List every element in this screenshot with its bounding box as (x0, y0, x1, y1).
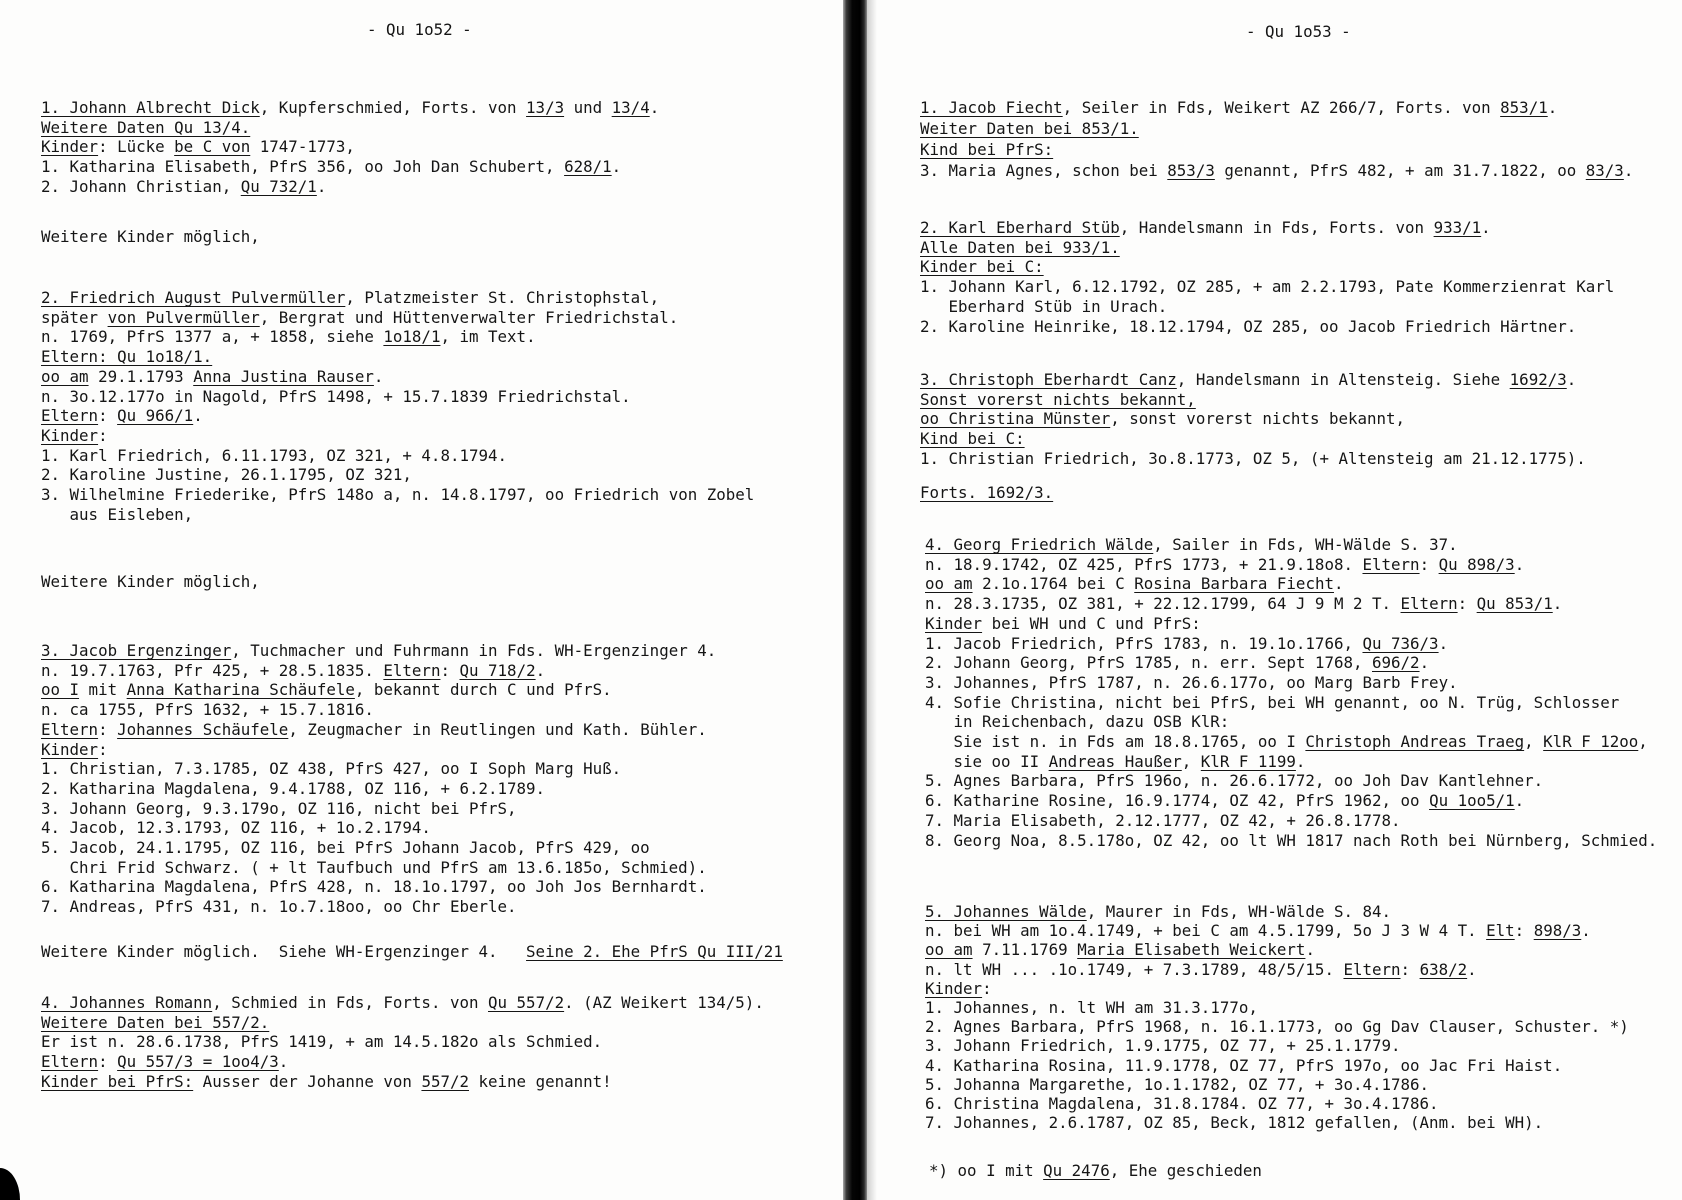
text-segment: . (1547, 98, 1558, 117)
text-segment: 1. Karl Friedrich, 6.11.1793, OZ 321, + 4.8.1794. (41, 445, 508, 465)
text-segment: in Reichenbach, dazu OSB KlR: (953, 712, 1230, 732)
underlined-text: oo I (41, 680, 80, 700)
text-segment: . (1514, 554, 1525, 574)
scan-corner-shadow (0, 1168, 20, 1200)
text-line (41, 387, 754, 407)
text-line (41, 157, 659, 177)
text-segment: Weitere Kinder möglich, (41, 227, 260, 246)
text-line (920, 97, 1633, 118)
text-line (41, 838, 716, 858)
underlined-text: Eltern (383, 660, 441, 680)
text-segment: : (98, 425, 108, 445)
underlined-text: Kinder (41, 425, 99, 445)
underlined-text: Maria Elisabeth Weickert (1077, 940, 1306, 960)
text-line (925, 979, 1629, 998)
text-line (920, 277, 1614, 297)
text-segment: 2. Johann Christian, (41, 176, 241, 196)
text-line (925, 1094, 1629, 1113)
text-line (925, 1075, 1629, 1094)
text-segment: . (316, 176, 327, 196)
text-segment: 8. Georg Noa, 8.5.178o, OZ 42, oo lt WH 1817 nach Roth bei Nürnberg, Schmied. (925, 830, 1658, 850)
text-segment: bei WH und C und PfrS: (982, 613, 1201, 633)
text-line (925, 574, 1657, 594)
text-segment: . (1514, 791, 1525, 811)
text-segment: , im Text. (440, 327, 536, 347)
underlined-text: Qu 2476 (1043, 1161, 1110, 1180)
text-segment: . (1438, 633, 1449, 653)
text-segment: , Maurer in Fds, WH-Wälde S. 84. (1086, 902, 1392, 921)
text-segment: : (982, 978, 992, 998)
text-line (41, 426, 754, 446)
text-line (925, 673, 1657, 693)
text-segment: *) oo I mit (929, 1161, 1044, 1180)
text-line (41, 680, 716, 700)
text-segment: sie oo II (953, 751, 1049, 771)
underlined-text: Qu 853/1 (1476, 594, 1553, 614)
text-line (925, 555, 1657, 575)
right-page-number: - Qu 1o53 - (1246, 22, 1351, 41)
underlined-text: 557/2 (421, 1071, 469, 1091)
underlined-text: oo am (925, 940, 973, 960)
text-line (41, 347, 754, 367)
underlined-text: 898/3 (1533, 921, 1582, 941)
text-line (41, 118, 659, 138)
text-segment: Weitere Kinder möglich, (41, 572, 260, 591)
text-line (925, 940, 1629, 959)
entry-4-georg-friedrich-waelde (925, 535, 1657, 850)
underlined-text: Qu 1oo5/1 (1429, 791, 1515, 811)
text-segment: , (1181, 751, 1201, 771)
text-line (920, 449, 1586, 469)
text-segment: : (1514, 921, 1534, 941)
underlined-text: Kinder bei PfrS: (41, 1071, 194, 1091)
underlined-text: 696/2 (1372, 653, 1420, 673)
text-segment: . (1481, 218, 1491, 237)
text-segment: , Platzmeister St. Christophstal, (345, 288, 660, 307)
text-line (920, 160, 1633, 181)
text-segment: 2. Agnes Barbara, PfrS 1968, n. 16.1.1773, oo Gg Dav Clauser, Schuster. *) (925, 1017, 1629, 1037)
underlined-text: Johannes Schäufele (117, 719, 289, 739)
text-line (925, 1056, 1629, 1075)
underlined-text: Andreas Haußer (1048, 751, 1182, 771)
underlined-text: Qu 736/3 (1362, 633, 1439, 653)
text-line (41, 897, 716, 917)
text-segment: 1. Johannes, n. lt WH am 31.3.177o, (925, 998, 1258, 1018)
text-segment: 1. Christian, 7.3.1785, OZ 438, PfrS 427, oo I Soph Marg Huß. (41, 759, 622, 779)
text-segment: 2. Karoline Justine, 26.1.1795, OZ 321, (41, 465, 412, 485)
text-line (920, 370, 1586, 390)
text-line (41, 177, 659, 197)
underlined-text: Kinder bei C: (920, 257, 1044, 277)
text-segment: n. 3o.12.177o in Nagold, PfrS 1498, + 15.7.1839 Friedrichstal. (41, 386, 631, 406)
text-line (41, 759, 716, 779)
underlined-text: 3. Jacob Ergenzinger (41, 641, 232, 660)
text-segment: . (278, 1052, 289, 1072)
underlined-text: Forts. 1692/3. (920, 483, 1054, 502)
underlined-text: 853/1 (1500, 98, 1548, 117)
underlined-text: Kinder (925, 613, 983, 633)
text-segment: 5. Jacob, 24.1.1795, OZ 116, bei PfrS Johann Jacob, PfrS 429, oo (41, 838, 650, 858)
continuation-line (925, 712, 1657, 732)
text-segment: . (1552, 594, 1563, 614)
note-further-children (41, 572, 260, 592)
underlined-text: 638/2 (1419, 959, 1468, 979)
text-segment: , Sailer in Fds, WH-Wälde S. 37. (1153, 535, 1458, 554)
text-segment: 4. Jacob, 12.3.1793, OZ 116, + 1o.2.1794. (41, 818, 431, 838)
text-segment: . (611, 157, 622, 177)
underlined-text: Qu 732/1 (240, 176, 317, 196)
text-line (41, 288, 754, 308)
text-line (925, 653, 1657, 673)
text-segment: . (AZ Weikert 134/5). (564, 993, 764, 1012)
underlined-text: 13/3 (526, 98, 565, 117)
text-line (41, 485, 754, 505)
text-segment: 7.11.1769 (972, 940, 1078, 960)
text-line (41, 942, 783, 962)
text-segment: Eberhard Stüb in Urach. (948, 296, 1168, 316)
underlined-text: 1o18/1 (383, 327, 441, 347)
text-line (41, 572, 260, 592)
text-line (41, 779, 716, 799)
underlined-text: Kinder (41, 137, 99, 157)
text-segment: 1747-1773, (250, 137, 355, 157)
text-line (925, 791, 1657, 811)
text-segment: n. lt WH ... .1o.1749, + 7.3.1789, 48/5/15. (925, 959, 1344, 979)
text-segment: n. 19.7.1763, Pfr 425, + 28.5.1835. (41, 660, 384, 680)
text-line (920, 317, 1614, 337)
text-segment: : (1457, 594, 1477, 614)
text-segment: keine genannt! (469, 1071, 612, 1091)
text-segment: . (1566, 370, 1577, 389)
text-segment: 3. Maria Agnes, schon bei (920, 161, 1168, 180)
text-line (925, 1113, 1629, 1132)
left-page-number: - Qu 1o52 - (367, 20, 472, 39)
text-segment: , Ehe geschieden (1109, 1161, 1262, 1180)
text-segment: n. 18.9.1742, OZ 425, PfrS 1773, + 21.9.18o8. (925, 554, 1363, 574)
underlined-text: 83/3 (1585, 161, 1624, 180)
underlined-text: Weitere Daten bei 557/2. (41, 1012, 270, 1032)
underlined-text: oo Christina Münster (920, 409, 1111, 429)
text-segment: Ausser der Johanne von (193, 1071, 422, 1091)
continuation-line (920, 297, 1614, 317)
text-line (925, 831, 1657, 851)
text-segment: 3. Johann Friedrich, 1.9.1775, OZ 77, + 25.1.1779. (925, 1036, 1401, 1056)
entry-4-johannes-romann (41, 993, 764, 1092)
text-segment: , Schmied in Fds, Forts. von (212, 993, 489, 1012)
text-segment: , sonst vorerst nichts bekannt, (1110, 409, 1406, 429)
text-segment: , (1524, 732, 1544, 752)
text-segment: 7. Andreas, PfrS 431, n. 1o.7.18oo, oo Chr Eberle. (41, 897, 517, 917)
text-segment: 7. Maria Elisabeth, 2.12.1777, OZ 42, + 26.8.1778. (925, 810, 1401, 830)
text-segment: , Handelsmann in Altensteig. Siehe (1176, 370, 1510, 389)
text-segment: : (1419, 554, 1439, 574)
text-line (920, 139, 1633, 160)
text-segment: 2. Katharina Magdalena, 9.4.1788, OZ 116, + 6.2.1789. (41, 778, 546, 798)
text-segment: 3. Wilhelmine Friederike, PfrS 148o a, n. 14.8.1797, oo Friedrich von Zobel (41, 485, 755, 505)
text-segment: : (98, 406, 118, 426)
text-segment: 1. Jacob Friedrich, PfrS 1783, n. 19.1o.1766, (925, 633, 1363, 653)
underlined-text: 3. Christoph Eberhardt Canz (920, 370, 1177, 389)
underlined-text: Qu 557/2 (488, 993, 565, 1012)
text-segment: 3. Johann Georg, 9.3.179o, OZ 116, nicht bei PfrS, (41, 798, 517, 818)
text-segment: , bekannt durch C und PfrS. (354, 680, 612, 700)
text-segment: , Bergrat und Hüttenverwalter Friedrichstal. (259, 307, 679, 327)
text-line (920, 390, 1586, 410)
underlined-text: Elt (1486, 921, 1515, 941)
text-segment: 5. Agnes Barbara, PfrS 196o, n. 26.6.1772, oo Joh Dav Kantlehner. (925, 771, 1544, 791)
text-segment: 2. Karoline Heinrike, 18.12.1794, OZ 285, oo Jacob Friedrich Härtner. (920, 316, 1577, 336)
footnote (929, 1161, 1262, 1181)
text-line (41, 308, 754, 328)
underlined-text: Eltern: Qu 1o18/1. (41, 347, 213, 367)
continuation-line (925, 752, 1657, 772)
text-line (925, 693, 1657, 713)
text-line (925, 960, 1629, 979)
text-line (929, 1161, 1262, 1181)
entry-2-karl-eberhard-stueb (920, 218, 1614, 336)
underlined-text: Kind bei C: (920, 429, 1025, 449)
underlined-text: 853/3 (1167, 161, 1215, 180)
text-line (925, 771, 1657, 791)
text-line (920, 483, 1053, 503)
text-line (41, 446, 754, 466)
text-segment: : (440, 660, 460, 680)
text-line (41, 661, 716, 681)
text-segment: . (193, 406, 203, 426)
underlined-text: 5. Johannes Wälde (925, 902, 1087, 921)
underlined-text: 4. Johannes Romann (41, 993, 213, 1012)
text-segment: 29.1.1793 (88, 366, 194, 386)
underlined-text: 2. Friedrich August Pulvermüller (41, 288, 346, 307)
text-segment: 2.1o.1764 bei C (972, 574, 1135, 594)
entry-5-johannes-waelde (925, 902, 1629, 1132)
text-line (41, 227, 260, 247)
text-segment: : (98, 719, 118, 739)
text-line (925, 1017, 1629, 1036)
text-line (925, 998, 1629, 1017)
text-segment: : (98, 1052, 118, 1072)
underlined-text: 933/1 (1433, 218, 1482, 237)
underlined-text: Weitere Daten Qu 13/4. (41, 117, 251, 137)
text-line (925, 614, 1657, 634)
text-line (41, 327, 754, 347)
underlined-text: Eltern (41, 406, 99, 426)
underlined-text: 628/1 (564, 157, 612, 177)
book-binding-gutter (843, 0, 867, 1200)
text-segment: Sie ist n. in Fds am 18.8.1765, oo I (953, 732, 1306, 752)
text-segment: . (1623, 161, 1634, 180)
underlined-text: Rosina Barbara Fiecht (1134, 574, 1334, 594)
text-line (41, 720, 716, 740)
text-line (41, 641, 716, 661)
continuation-reference (920, 483, 1053, 503)
underlined-text: Qu 966/1 (117, 406, 194, 426)
text-segment: Chri Frid Schwarz. ( + lt Taufbuch und PfrS am 13.6.185o, Schmied). (69, 857, 707, 877)
underlined-text: Kind bei PfrS: (920, 140, 1054, 159)
text-segment: und (564, 98, 612, 117)
underlined-text: Qu 718/2 (459, 660, 536, 680)
underlined-text: Weiter Daten bei 853/1. (920, 119, 1139, 138)
text-line (925, 811, 1657, 831)
text-segment: : (1400, 959, 1420, 979)
text-line (41, 406, 754, 426)
underlined-text: Eltern (41, 1052, 99, 1072)
text-line (920, 409, 1586, 429)
text-segment: : (98, 739, 108, 759)
underlined-text: Eltern (1362, 554, 1420, 574)
underlined-text: oo am (41, 366, 89, 386)
text-line (920, 218, 1614, 238)
underlined-text: 1692/3 (1509, 370, 1567, 389)
text-segment: 5. Johanna Margarethe, 1o.1.1782, OZ 77, + 3o.4.1786. (925, 1074, 1430, 1094)
underlined-text: Qu 557/3 = 1oo4/3 (117, 1052, 279, 1072)
text-segment: , Seiler in Fds, Weikert AZ 266/7, Forts. von (1062, 98, 1501, 117)
text-line (41, 1032, 764, 1052)
text-segment: 6. Katharina Magdalena, PfrS 428, n. 18.1o.1797, oo Joh Jos Bernhardt. (41, 877, 707, 897)
text-segment: n. 1769, PfrS 1377 a, + 1858, siehe (41, 327, 384, 347)
text-line (920, 429, 1586, 449)
entry-1-johann-albrecht-dick (41, 98, 659, 197)
underlined-text: Sonst vorerst nichts bekannt, (920, 389, 1196, 409)
text-line (920, 257, 1614, 277)
text-line (41, 877, 716, 897)
text-segment: : Lücke (98, 137, 175, 157)
text-line (41, 700, 716, 720)
continuation-line (41, 858, 716, 878)
text-segment: . (1305, 940, 1315, 960)
text-segment: , (1638, 732, 1648, 752)
underlined-text: 13/4 (611, 98, 650, 117)
text-line (41, 465, 754, 485)
underlined-text: Seine 2. Ehe PfrS Qu III/21 (526, 942, 783, 961)
text-segment: 1. Johann Karl, 6.12.1792, OZ 285, + am 2.2.1793, Pate Kommerzienrat Karl (920, 277, 1615, 297)
text-segment: 1. Christian Friedrich, 3o.8.1773, OZ 5, (+ Altensteig am 21.12.1775). (920, 448, 1586, 468)
text-segment: . (373, 366, 384, 386)
text-line (41, 1013, 764, 1033)
text-segment: 3. Johannes, PfrS 1787, n. 26.6.177o, oo Marg Barb Frey. (925, 672, 1458, 692)
text-segment: , Kupferschmied, Forts. von (259, 98, 527, 117)
text-segment: , Tuchmacher und Fuhrmann in Fds. WH-Ergenzinger 4. (231, 641, 717, 660)
underlined-text: Qu 898/3 (1438, 554, 1515, 574)
text-line (41, 137, 659, 157)
text-line (925, 1036, 1629, 1055)
text-segment: . (535, 660, 546, 680)
text-segment: . (1419, 653, 1430, 673)
text-segment: 6. Katharine Rosine, 16.9.1774, OZ 42, PfrS 1962, oo (925, 791, 1430, 811)
text-segment: , Zeugmacher in Reutlingen und Kath. Bühler. (288, 719, 707, 739)
text-segment: . (1333, 574, 1344, 594)
underlined-text: Eltern (41, 719, 99, 739)
text-segment: . (1581, 921, 1591, 941)
underlined-text: KlR F 1199 (1200, 751, 1296, 771)
entry-3-jacob-ergenzinger (41, 641, 716, 917)
underlined-text: Alle Daten bei 933/1. (920, 237, 1120, 257)
text-line (41, 818, 716, 838)
underlined-text: 4. Georg Friedrich Wälde (925, 535, 1154, 554)
text-line (41, 993, 764, 1013)
text-segment: . (1295, 751, 1306, 771)
note-further-children-second-marriage (41, 942, 783, 962)
underlined-text: Kinder (925, 978, 983, 998)
text-segment: 4. Sofie Christina, nicht bei PfrS, bei WH genannt, oo N. Trüg, Schlosser (925, 692, 1620, 712)
underlined-text: 1. Jacob Fiecht (920, 98, 1063, 117)
text-segment: Weitere Kinder möglich. Siehe WH-Ergenzinger 4. (41, 942, 527, 961)
continuation-line (925, 732, 1657, 752)
text-line (920, 238, 1614, 258)
underlined-text: Eltern (1343, 959, 1401, 979)
text-line (925, 634, 1657, 654)
text-line (41, 98, 659, 118)
note-further-children (41, 227, 260, 247)
text-segment: später (41, 307, 108, 327)
text-line (41, 740, 716, 760)
text-segment: 6. Christina Magdalena, 31.8.1784. OZ 77, + 3o.4.1786. (925, 1094, 1439, 1114)
text-line (41, 367, 754, 387)
text-segment: 2. Johann Georg, PfrS 1785, n. err. Sept 1768, (925, 653, 1372, 673)
text-segment: . (649, 98, 660, 117)
text-segment: 1. Katharina Elisabeth, PfrS 356, oo Joh Dan Schubert, (41, 157, 565, 177)
text-line (925, 921, 1629, 940)
underlined-text: oo am (925, 574, 973, 594)
text-line (41, 1052, 764, 1072)
text-segment: mit (79, 680, 127, 700)
underlined-text: Kinder (41, 739, 99, 759)
text-segment: aus Eisleben, (69, 504, 194, 524)
text-segment: n. ca 1755, PfrS 1632, + 15.7.1816. (41, 700, 374, 720)
entry-1-jacob-fiecht (920, 97, 1633, 181)
underlined-text: 2. Karl Eberhard Stüb (920, 218, 1120, 237)
gutter-shadow (867, 0, 877, 1200)
underlined-text: von Pulvermüller (107, 307, 260, 327)
text-segment: n. bei WH am 1o.4.1749, + bei C am 4.5.1799, 5o J 3 W 4 T. (925, 921, 1487, 941)
text-segment: . (1467, 959, 1477, 979)
underlined-text: be C von (174, 137, 251, 157)
underlined-text: KlR F 12oo (1543, 732, 1639, 752)
text-line (41, 1072, 764, 1092)
text-line (920, 118, 1633, 139)
text-segment: n. 28.3.1735, OZ 381, + 22.12.1799, 64 J 9 M 2 T. (925, 594, 1401, 614)
text-segment: genannt, PfrS 482, + am 31.7.1822, oo (1214, 161, 1586, 180)
entry-2-friedrich-august-pulvermueller (41, 288, 754, 524)
text-line (925, 535, 1657, 555)
text-segment: 4. Katharina Rosina, 11.9.1778, OZ 77, PfrS 197o, oo Jac Fri Haist. (925, 1055, 1563, 1075)
text-segment: , Handelsmann in Fds, Forts. von (1119, 218, 1434, 237)
text-segment: 7. Johannes, 2.6.1787, OZ 85, Beck, 1812 gefallen, (Anm. bei WH). (925, 1113, 1544, 1133)
underlined-text: 1. Johann Albrecht Dick (41, 98, 260, 117)
underlined-text: Christoph Andreas Traeg (1305, 732, 1525, 752)
entry-3-christoph-eberhardt-canz (920, 370, 1586, 469)
text-segment: Er ist n. 28.6.1738, PfrS 1419, + am 14.5.182o als Schmied. (41, 1032, 603, 1052)
continuation-line (41, 505, 754, 525)
text-line (925, 902, 1629, 921)
underlined-text: Anna Katharina Schäufele (126, 680, 355, 700)
text-line (925, 594, 1657, 614)
underlined-text: Anna Justina Rauser (193, 366, 374, 386)
text-line (41, 799, 716, 819)
underlined-text: Eltern (1400, 594, 1458, 614)
